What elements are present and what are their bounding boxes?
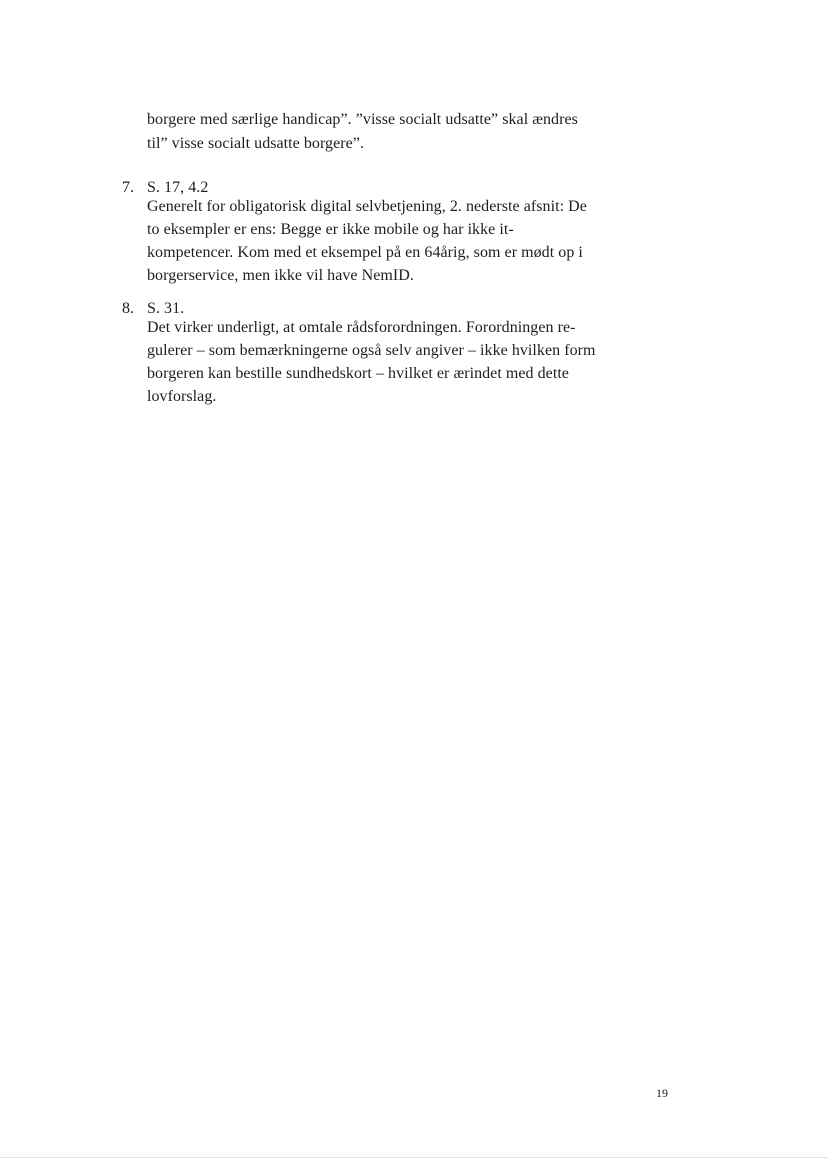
item-number: 8. — [122, 300, 134, 317]
page-number: 19 — [656, 1086, 668, 1100]
item-text-line-3: borgeren kan bestille sundhedskort – hvilket er ærindet med dette — [147, 365, 569, 382]
continuation-line-2: til” visse socialt udsatte borgere”. — [147, 135, 364, 152]
item-text-line-4: borgerservice, men ikke vil have NemID. — [147, 267, 414, 284]
item-text-line-1: Det virker underligt, at omtale rådsforordningen. Forordningen re- — [147, 319, 576, 336]
item-number: 7. — [122, 179, 134, 196]
item-heading: S. 17, 4.2 — [147, 179, 209, 196]
item-heading: S. 31. — [147, 300, 185, 317]
item-text-line-4: lovforslag. — [147, 388, 217, 405]
item-text-line-1: Generelt for obligatorisk digital selvbetjening, 2. nederste afsnit: De — [147, 198, 587, 215]
item-text-line-2: to eksempler er ens: Begge er ikke mobile og har ikke it- — [147, 221, 514, 238]
scan-edge-divider — [0, 1157, 827, 1158]
item-text-line-3: kompetencer. Kom med et eksempel på en 64årig, som er mødt op i — [147, 244, 583, 261]
continuation-line-1: borgere med særlige handicap”. ”visse socialt udsatte” skal ændres — [147, 111, 578, 128]
item-text-line-2: gulerer – som bemærkningerne også selv angiver – ikke hvilken form — [147, 342, 596, 359]
